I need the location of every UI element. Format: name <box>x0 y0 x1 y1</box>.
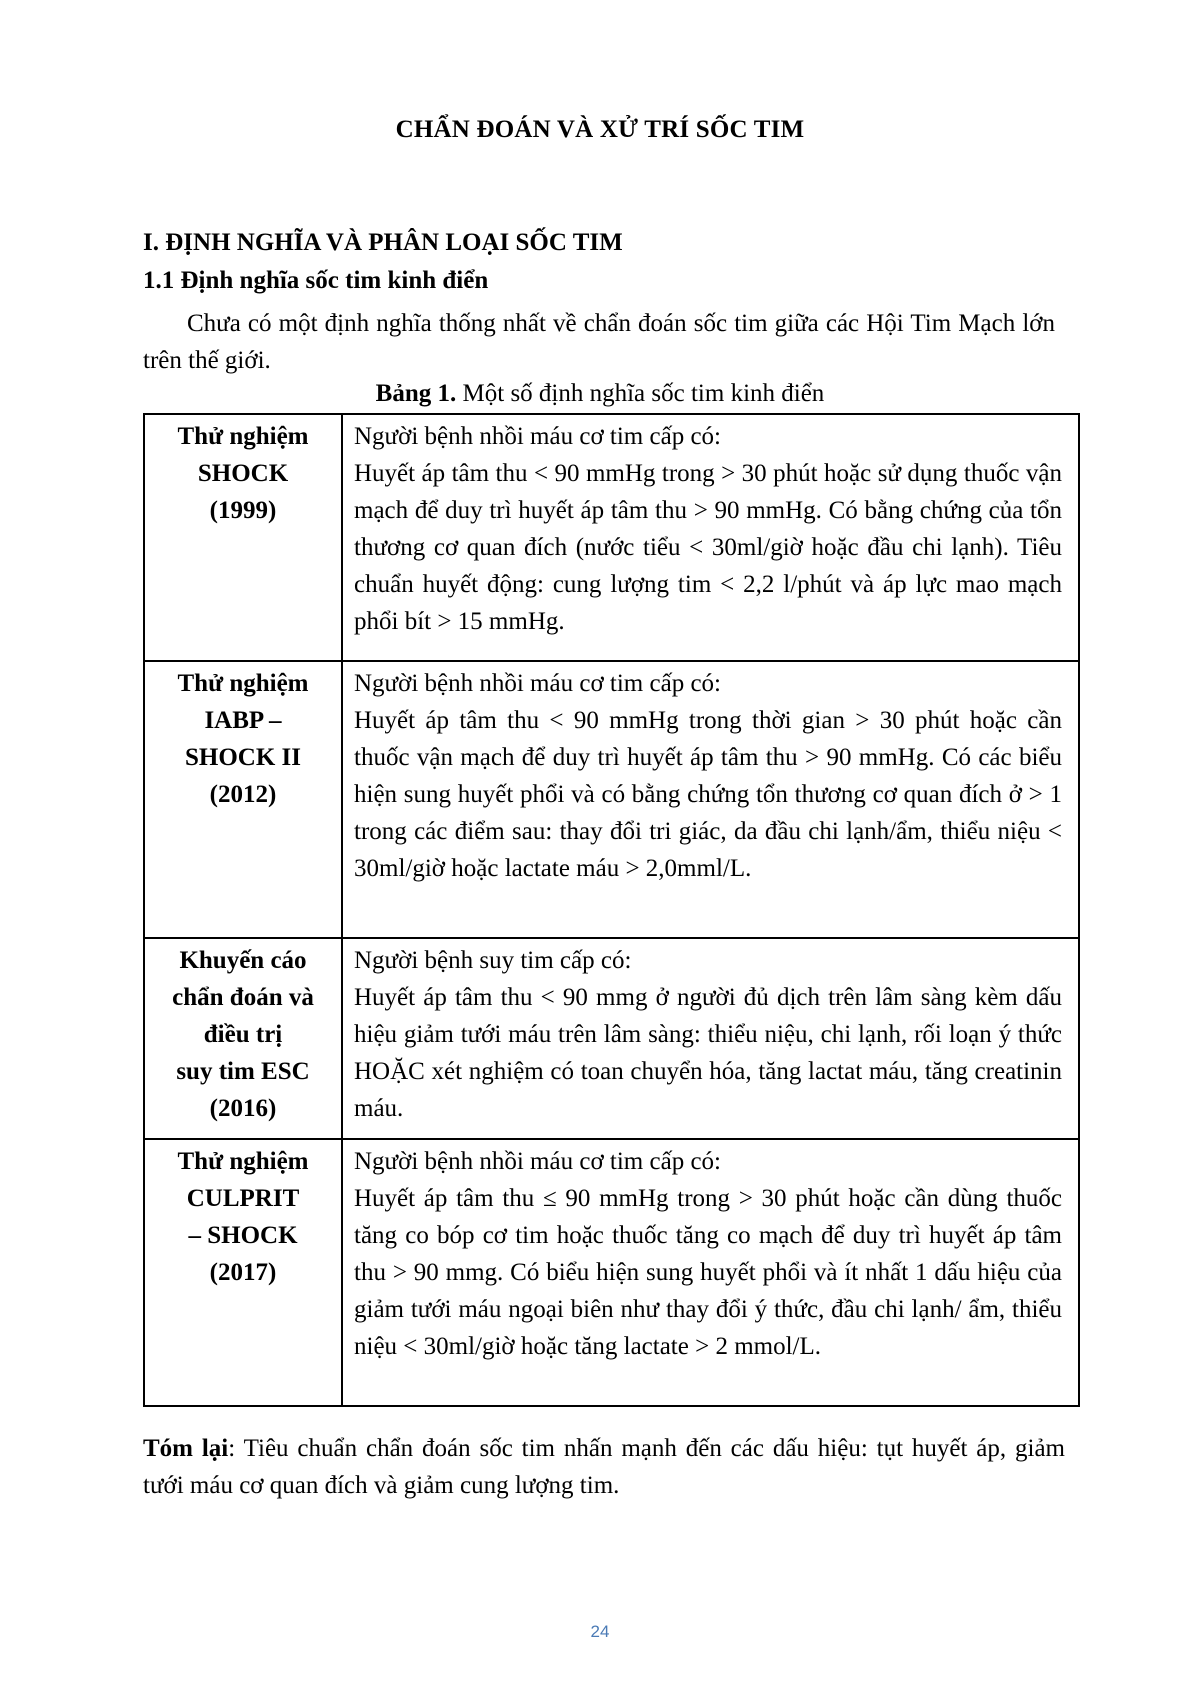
trial-line: IABP – <box>204 707 282 734</box>
trial-line: chẩn đoán và <box>172 984 314 1011</box>
definition-line: Huyết áp tâm thu < 90 mmg ở người đủ dịch trên lâm sàng kèm dấu hiệu giảm tưới máu trên lâm sàng: thiểu niệu, chi lạnh, rối loạn ý thức HOẶC xét nghiệm có toan chuyển hóa, tăng lactat máu, tăng creatinin máu. <box>354 984 1062 1122</box>
summary-label: Tóm lại <box>143 1435 229 1462</box>
trial-line: (2012) <box>209 781 277 808</box>
definition-cell <box>342 414 1079 661</box>
trial-line: (2017) <box>209 1259 277 1286</box>
subsection-heading: 1.1 Định nghĩa sốc tim kinh điển <box>143 267 489 294</box>
trial-cell <box>144 1139 342 1406</box>
trial-line: (1999) <box>209 497 277 524</box>
table-caption-text: Một số định nghĩa sốc tim kinh điển <box>456 380 825 407</box>
definition-line: Huyết áp tâm thu ≤ 90 mmHg trong > 30 phút hoặc cần dùng thuốc tăng co bóp cơ tim hoặc thuốc tăng co mạch để duy trì huyết áp tâm thu > 90 mmg. Có biểu hiện sung huyết phổi và ít nhất 1 dấu hiệu của giảm tưới máu ngoại biên như thay đổi ý thức, đầu chi lạnh/ ẩm, thiểu niệu < 30ml/giờ hoặc tăng lactate > 2 mmol/L. <box>354 1185 1062 1360</box>
definition-line: Người bệnh nhồi máu cơ tim cấp có: <box>354 670 721 697</box>
section-heading: I. ĐỊNH NGHĨA VÀ PHÂN LOẠI SỐC TIM <box>143 229 623 256</box>
trial-line: – SHOCK <box>188 1222 298 1249</box>
trial-line: Thử nghiệm <box>177 1148 309 1175</box>
page-title: CHẨN ĐOÁN VÀ XỬ TRÍ SỐC TIM <box>395 116 805 143</box>
definition-line: Huyết áp tâm thu < 90 mmHg trong > 30 phút hoặc sử dụng thuốc vận mạch để duy trì huyết áp tâm thu > 90 mmHg. Có bằng chứng của tổn thương cơ quan đích (nước tiểu < 30ml/giờ hoặc đầu chi lạnh). Tiêu chuẩn huyết động: cung lượng tim < 2,2 l/phút và áp lực mao mạch phổi bít > 15 mmHg. <box>354 460 1062 635</box>
definition-line: Người bệnh nhồi máu cơ tim cấp có: <box>354 1148 721 1175</box>
definition-line: Huyết áp tâm thu < 90 mmHg trong thời gian > 30 phút hoặc cần thuốc vận mạch để duy trì huyết áp tâm thu > 90 mmHg. Có các biểu hiện sung huyết phổi và có bằng chứng tổn thương cơ quan đích ở > 1 trong các điểm sau: thay đổi tri giác, da đầu chi lạnh/ẩm, thiểu niệu < 30ml/giờ hoặc lactate máu > 2,0mml/L. <box>354 707 1062 882</box>
trial-line: CULPRIT <box>186 1185 300 1212</box>
trial-line: điều trị <box>203 1021 283 1048</box>
summary-text: : Tiêu chuẩn chẩn đoán sốc tim nhấn mạnh đến các dấu hiệu: tụt huyết áp, giảm tưới máu cơ quan đích và giảm cung lượng tim. <box>143 1435 1065 1499</box>
table-caption <box>0 380 1200 408</box>
trial-line: Thử nghiệm <box>177 670 309 697</box>
trial-line: (2016) <box>209 1095 277 1122</box>
table-row <box>144 1139 1079 1406</box>
trial-line: Thử nghiệm <box>177 423 309 450</box>
table-caption-label: Bảng 1. <box>375 380 457 407</box>
trial-line: Khuyến cáo <box>179 947 307 974</box>
page-number: 24 <box>590 1622 610 1641</box>
definition-cell <box>342 1139 1079 1406</box>
trial-line: suy tim ESC <box>176 1058 310 1085</box>
definition-cell <box>342 661 1079 938</box>
summary-paragraph <box>143 1430 1065 1504</box>
trial-line: SHOCK II <box>184 744 301 771</box>
table-row <box>144 414 1079 661</box>
table-row <box>144 938 1079 1139</box>
trial-line: SHOCK <box>197 460 289 487</box>
table-row <box>144 661 1079 938</box>
definition-line: Người bệnh suy tim cấp có: <box>354 947 632 974</box>
trial-cell <box>144 661 342 938</box>
intro-paragraph: Chưa có một định nghĩa thống nhất về chẩn đoán sốc tim giữa các Hội Tim Mạch lớn trên thế giới. <box>143 310 1055 374</box>
definitions-table <box>143 413 1080 1407</box>
trial-cell <box>144 938 342 1139</box>
definition-line: Người bệnh nhồi máu cơ tim cấp có: <box>354 423 721 450</box>
trial-cell <box>144 414 342 661</box>
definition-cell <box>342 938 1079 1139</box>
